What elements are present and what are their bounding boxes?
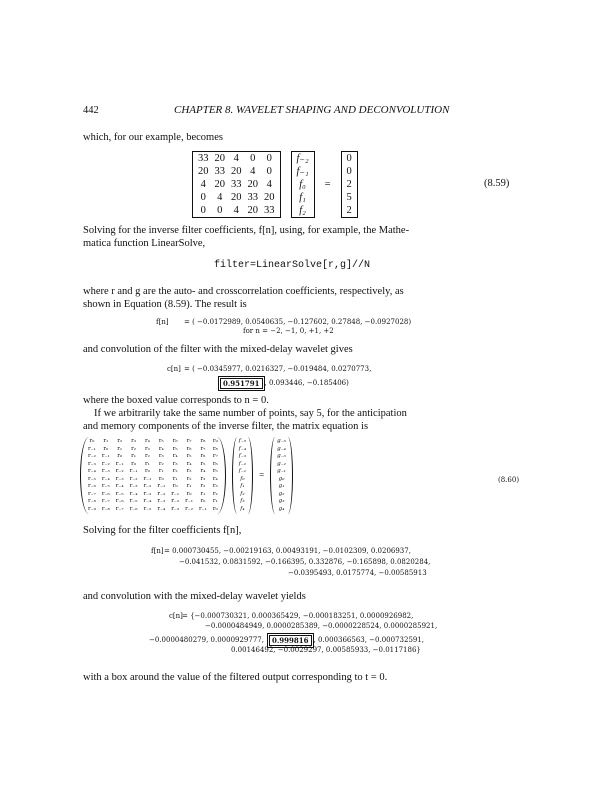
cn2-line-3-post: , 0.000366563, −0.000732591,	[313, 636, 425, 644]
f-vector-8-60-entry: f₋₂	[238, 460, 247, 467]
cn2-line-4: 0.00146492, −0.0029297, 0.00585933, −0.0117186}	[231, 646, 421, 654]
matrix-8-60-cell: r₃	[212, 483, 218, 489]
matrix-8-59-cell: 20	[214, 179, 225, 190]
matrix-8-60-cell: r₀	[172, 483, 178, 489]
matrix-8-59-cell: 33	[214, 166, 225, 177]
matrix-8-60-cell: r₋₇	[101, 498, 110, 504]
matrix-8-60-cell: r₀	[131, 460, 137, 467]
matrix-8-59-cell: 0	[200, 192, 206, 203]
matrix-8-60-cell: r₋₁	[157, 483, 166, 489]
f-vector-8-59-entry: f₀	[299, 179, 306, 190]
g-vector-8-60-entry: g₄	[278, 505, 285, 512]
matrix-8-60-cell: r₆	[200, 453, 206, 459]
fn1-values: = ( −0.0172989, 0.0540635, −0.127602, 0.27848, −0.0927028)	[184, 318, 412, 326]
matrix-8-60-cell: r₄	[186, 460, 192, 467]
matrix-8-60-cell: r₋₆	[101, 490, 110, 497]
matrix-8-60-cell: r₆	[186, 445, 192, 452]
matrix-8-60-cell: r₋₅	[129, 498, 138, 504]
f-vector-8-59-entry: f₋₁	[296, 166, 309, 177]
matrix-8-60-cell: r₂	[186, 475, 192, 482]
matrix-8-60-cell: r₀	[144, 468, 150, 474]
matrix-8-59-cell: 33	[247, 192, 258, 203]
cn2-line-2: −0.0000484949, 0.0000285389, −0.0000228524, 0.0000285921,	[205, 622, 438, 630]
paragraph-8: with a box around the value of the filtered output corresponding to t = 0.	[83, 672, 388, 683]
paragraph-7: and convolution with the mixed-delay wavelet yields	[83, 591, 306, 602]
matrix-8-60-cell: r₋₇	[88, 490, 96, 497]
rhs-vector-8-59-entry: 5	[346, 192, 352, 203]
equation-8-59	[192, 151, 358, 218]
boxed-value-n0: 0.951791	[218, 376, 265, 391]
matrix-8-60-cell: r₋₄	[101, 475, 110, 482]
matrix-8-60-cell: r₁	[212, 498, 218, 504]
filter-vector	[291, 151, 315, 218]
code-line: filter=LinearSolve[r,g]//N	[214, 260, 371, 271]
matrix-8-59-cell: 4	[200, 179, 206, 190]
matrix-8-60-cell: r₀	[158, 475, 164, 482]
matrix-8-60-cell: r₇	[200, 445, 206, 452]
matrix-8-60-cell: r₋₂	[185, 505, 193, 512]
f-vector-8-59-entry: f₁	[299, 192, 306, 203]
matrix-8-60-cell: r₋₄	[143, 498, 152, 504]
matrix-8-60-cell: r₀	[186, 490, 192, 497]
matrix-8-59-cell: 4	[233, 205, 239, 216]
g-vector-8-60-entry: g₋₄	[277, 445, 286, 452]
matrix-8-60-cell: r₋₉	[88, 505, 96, 512]
matrix-8-60-cell: r₋₁	[171, 490, 180, 497]
cn2-lhs: c[n]	[169, 612, 183, 620]
matrix-8-60-cell: r₋₂	[88, 453, 96, 459]
matrix-8-60-cell: r₋₁	[101, 453, 110, 459]
matrix-8-60-cell: r₋₄	[157, 505, 166, 512]
paragraph-4: and convolution of the filter with the mixed-delay wavelet gives	[83, 344, 353, 355]
matrix-8-59-cell: 0	[217, 205, 223, 216]
matrix-8-60-cell: r₋₇	[115, 505, 124, 512]
matrix-8-60-cell: r₂	[131, 445, 137, 452]
g-vector-8-60-entry: g₀	[278, 475, 285, 482]
matrix-8-60-cell: r₂	[212, 490, 218, 497]
matrix-8-59-cell: 0	[200, 205, 206, 216]
matrix-8-60-cell: r₂	[117, 438, 123, 444]
matrix-8-60-cell: r₃	[200, 475, 206, 482]
matrix-8-60-cell: r₋₃	[129, 483, 138, 489]
matrix-8-60-cell: r₁	[117, 445, 123, 452]
matrix-8-60-cell: r₄	[200, 468, 206, 474]
rhs-vector-8-59-entry: 2	[346, 205, 352, 216]
matrix-8-60-cell: r₃	[186, 468, 192, 474]
cn1-line-1: = ( −0.0345977, 0.0216327, −0.019484, 0.0270773,	[184, 365, 372, 373]
matrix-8-59-cell: 4	[266, 179, 272, 190]
matrix-8-60-cell: r₋₅	[88, 475, 96, 482]
matrix-8-60-cell: r₀	[200, 498, 206, 504]
f-vector-8-59-entry: f₋₂	[296, 153, 309, 164]
matrix-8-60-cell: r₂	[172, 468, 178, 474]
fn1-lhs: f[n]	[156, 318, 169, 326]
matrix-8-60-cell: r₄	[212, 475, 218, 482]
matrix-8-60-cell: r₁	[200, 490, 206, 497]
matrix-8-60-cell: r₀	[103, 445, 109, 452]
f-vector-8-60-entry: f₃	[240, 498, 245, 504]
g-vector-8-60-entry: g₋₅	[277, 438, 286, 444]
matrix-8-60-cell: r₁	[172, 475, 178, 482]
matrix-8-60-cell: r₋₃	[115, 475, 124, 482]
equation-8-60	[80, 437, 293, 514]
matrix-8-60-cell: r₅	[200, 460, 206, 467]
paragraph-2-line-2: matica function LinearSolve,	[83, 238, 206, 249]
fn2-line-1: = 0.000730455, −0.00219163, 0.00493191, −0.0102309, 0.0206937,	[164, 547, 411, 555]
g-vector-8-60-entry: g₂	[278, 490, 285, 497]
matrix-8-59-cell: 0	[266, 166, 272, 177]
f-vector-8-59-entry: f₂	[299, 205, 306, 216]
f-vector-8-60-entry: f₁	[240, 483, 245, 489]
cn2-line-1: = {−0.000730321, 0.000365429, −0.000183251, 0.0000926982,	[182, 612, 414, 620]
paragraph-5-line-1: where the boxed value corresponds to n = 0.	[83, 395, 269, 406]
g-vector-8-60-entry: g₋₃	[277, 453, 286, 459]
chapter-title: CHAPTER 8. WAVELET SHAPING AND DECONVOLUTION	[174, 104, 450, 116]
cn1-line-2	[218, 376, 349, 391]
g-vector-8-60-entry: g₋₂	[277, 460, 286, 467]
matrix-8-60-cell: r₋₃	[171, 505, 180, 512]
matrix-8-60-cell: r₋₅	[101, 483, 110, 489]
f-vector-8-60-entry: f₄	[240, 505, 245, 512]
matrix-8-60-cell: r₋₆	[115, 498, 124, 504]
rhs-vector-8-59-entry: 0	[346, 153, 352, 164]
matrix-8-60-cell: r₋₁	[129, 468, 138, 474]
equation-label-8-59: (8.59)	[484, 178, 510, 189]
matrix-8-59-cell: 20	[247, 179, 258, 190]
equation-label-8-60: (8.60)	[498, 476, 520, 484]
g-vector-8-60-entry: g₃	[278, 498, 285, 504]
matrix-8-59-cell: 0	[266, 153, 272, 164]
matrix-8-60-cell: r₋₃	[101, 468, 110, 474]
filter-vector-10	[232, 437, 253, 514]
matrix-8-60-cell: r₂	[200, 483, 206, 489]
matrix-8-60-cell: r₋₃	[88, 460, 96, 467]
matrix-8-59-cell: 4	[250, 166, 256, 177]
matrix-8-60-cell: r₀	[117, 453, 123, 459]
matrix-8-60-cell: r₋₆	[129, 505, 138, 512]
matrix-8-59-cell: 33	[231, 179, 242, 190]
fn1-index-range: for n = −2, −1, 0, +1, +2	[243, 327, 334, 335]
paragraph-3-line-2: shown in Equation (8.59). The result is	[83, 299, 247, 310]
g-vector-8-60-entry: g₁	[278, 483, 285, 489]
paragraph-5-line-3: and memory components of the inverse filter, the matrix equation is	[83, 421, 369, 432]
matrix-8-60-cell: r₋₈	[101, 505, 110, 512]
autocorrelation-matrix-10x10	[80, 437, 226, 514]
matrix-8-60-cell: r₁	[144, 460, 150, 467]
matrix-8-59-cell: 4	[233, 153, 239, 164]
rhs-vector-8-59-entry: 2	[346, 179, 352, 190]
f-vector-8-60-entry: f₋₁	[238, 468, 247, 474]
matrix-8-60-cell: r₋₈	[88, 498, 96, 504]
matrix-8-60-cell: r₁	[131, 453, 137, 459]
matrix-8-60-cell: r₄	[144, 438, 150, 444]
matrix-8-60-cell: r₋₃	[157, 498, 166, 504]
fn2-line-3: −0.0395493, 0.0175774, −0.00585913	[288, 569, 427, 577]
matrix-8-60-cell: r₁	[103, 438, 109, 444]
matrix-8-60-cell: r₈	[200, 438, 206, 444]
matrix-8-60-cell: r₋₅	[143, 505, 152, 512]
matrix-8-60-cell: r₋₁	[115, 460, 124, 467]
f-vector-8-60-entry: f₂	[240, 490, 245, 497]
matrix-8-60-cell: r₅	[186, 453, 192, 459]
g-vector-8-60-entry: g₋₁	[277, 468, 286, 474]
f-vector-8-60-entry: f₋₅	[238, 438, 247, 444]
boxed-value-t0: 0.999816	[267, 633, 314, 648]
autocorrelation-matrix	[192, 151, 281, 218]
matrix-8-60-cell: r₈	[212, 445, 218, 452]
cn1-lhs: c[n]	[167, 365, 181, 373]
cn2-line-3-pre: −0.0000480279, 0.0000929777,	[149, 636, 264, 644]
matrix-8-60-cell: r₇	[186, 438, 192, 444]
matrix-8-60-cell: r₃	[144, 445, 150, 452]
matrix-8-60-cell: r₁	[186, 483, 192, 489]
matrix-8-60-cell: r₋₂	[129, 475, 138, 482]
matrix-8-60-cell: r₋₂	[157, 490, 166, 497]
matrix-8-59-cell: 20	[231, 166, 242, 177]
paragraph-5-line-2: If we arbitrarily take the same number of points, say 5, for the anticipation	[94, 408, 407, 419]
equals-sign-2: =	[259, 470, 265, 480]
matrix-8-60-cell: r₅	[212, 468, 218, 474]
fn2-lhs: f[n]	[151, 547, 164, 555]
paragraph-6: Solving for the filter coefficients f[n],	[83, 525, 242, 536]
matrix-8-60-cell: r₋₅	[115, 490, 124, 497]
matrix-8-60-cell: r₄	[158, 445, 164, 452]
g-vector-10	[270, 437, 293, 514]
matrix-8-60-cell: r₀	[89, 438, 95, 444]
matrix-8-60-cell: r₅	[172, 445, 178, 452]
cn1-line-2-rest: , 0.093446, −0.185406)	[264, 379, 349, 387]
matrix-8-60-cell: r₆	[172, 438, 178, 444]
matrix-8-60-cell: r₋₄	[88, 468, 96, 474]
paragraph-1: which, for our example, becomes	[83, 132, 223, 143]
rhs-vector	[341, 151, 358, 218]
matrix-8-60-cell: r₋₁	[143, 475, 152, 482]
matrix-8-60-cell: r₅	[158, 438, 164, 444]
matrix-8-60-cell: r₇	[212, 453, 218, 459]
matrix-8-60-cell: r₋₁	[185, 498, 193, 504]
matrix-8-59-cell: 20	[198, 166, 209, 177]
f-vector-8-60-entry: f₋₄	[238, 445, 247, 452]
f-vector-8-60-entry: f₀	[240, 475, 245, 482]
matrix-8-60-cell: r₋₆	[88, 483, 96, 489]
matrix-8-60-cell: r₄	[172, 453, 178, 459]
matrix-8-59-cell: 33	[264, 205, 275, 216]
matrix-8-60-cell: r₉	[212, 438, 218, 444]
matrix-8-60-cell: r₋₂	[101, 460, 110, 467]
matrix-8-59-cell: 20	[264, 192, 275, 203]
matrix-8-60-cell: r₋₂	[171, 498, 180, 504]
paragraph-3-line-1: where r and g are the auto- and crosscorrelation coefficients, respectively, as	[83, 286, 404, 297]
matrix-8-60-cell: r₋₁	[88, 445, 96, 452]
matrix-8-59-cell: 4	[217, 192, 223, 203]
matrix-8-60-cell: r₋₃	[143, 490, 152, 497]
matrix-8-60-cell: r₋₁	[199, 505, 207, 512]
matrix-8-59-cell: 20	[214, 153, 225, 164]
rhs-vector-8-59-entry: 0	[346, 166, 352, 177]
f-vector-8-60-entry: f₋₃	[238, 453, 247, 459]
matrix-8-60-cell: r₋₂	[115, 468, 124, 474]
matrix-8-60-cell: r₂	[158, 460, 164, 467]
matrix-8-60-cell: r₃	[172, 460, 178, 467]
matrix-8-60-cell: r₋₄	[129, 490, 138, 497]
matrix-8-60-cell: r₃	[158, 453, 164, 459]
matrix-8-59-cell: 0	[250, 153, 256, 164]
matrix-8-60-cell: r₃	[131, 438, 137, 444]
matrix-8-59-cell: 33	[198, 153, 209, 164]
paragraph-2-line-1: Solving for the inverse filter coefficients, f[n], using, for example, the Mathe-	[83, 225, 410, 236]
matrix-8-60-cell: r₋₄	[115, 483, 124, 489]
matrix-8-60-cell: r₆	[212, 460, 218, 467]
fn2-line-2: −0.041532, 0.0831592, −0.166395, 0.332876, −0.165898, 0.0820284,	[179, 558, 431, 566]
matrix-8-60-cell: r₀	[212, 505, 218, 512]
matrix-8-59-cell: 20	[231, 192, 242, 203]
matrix-8-60-cell: r₁	[158, 468, 164, 474]
page-number: 442	[83, 105, 99, 116]
equals-sign: =	[324, 179, 331, 190]
matrix-8-60-cell: r₋₂	[143, 483, 152, 489]
matrix-8-60-cell: r₂	[144, 453, 150, 459]
matrix-8-59-cell: 20	[247, 205, 258, 216]
